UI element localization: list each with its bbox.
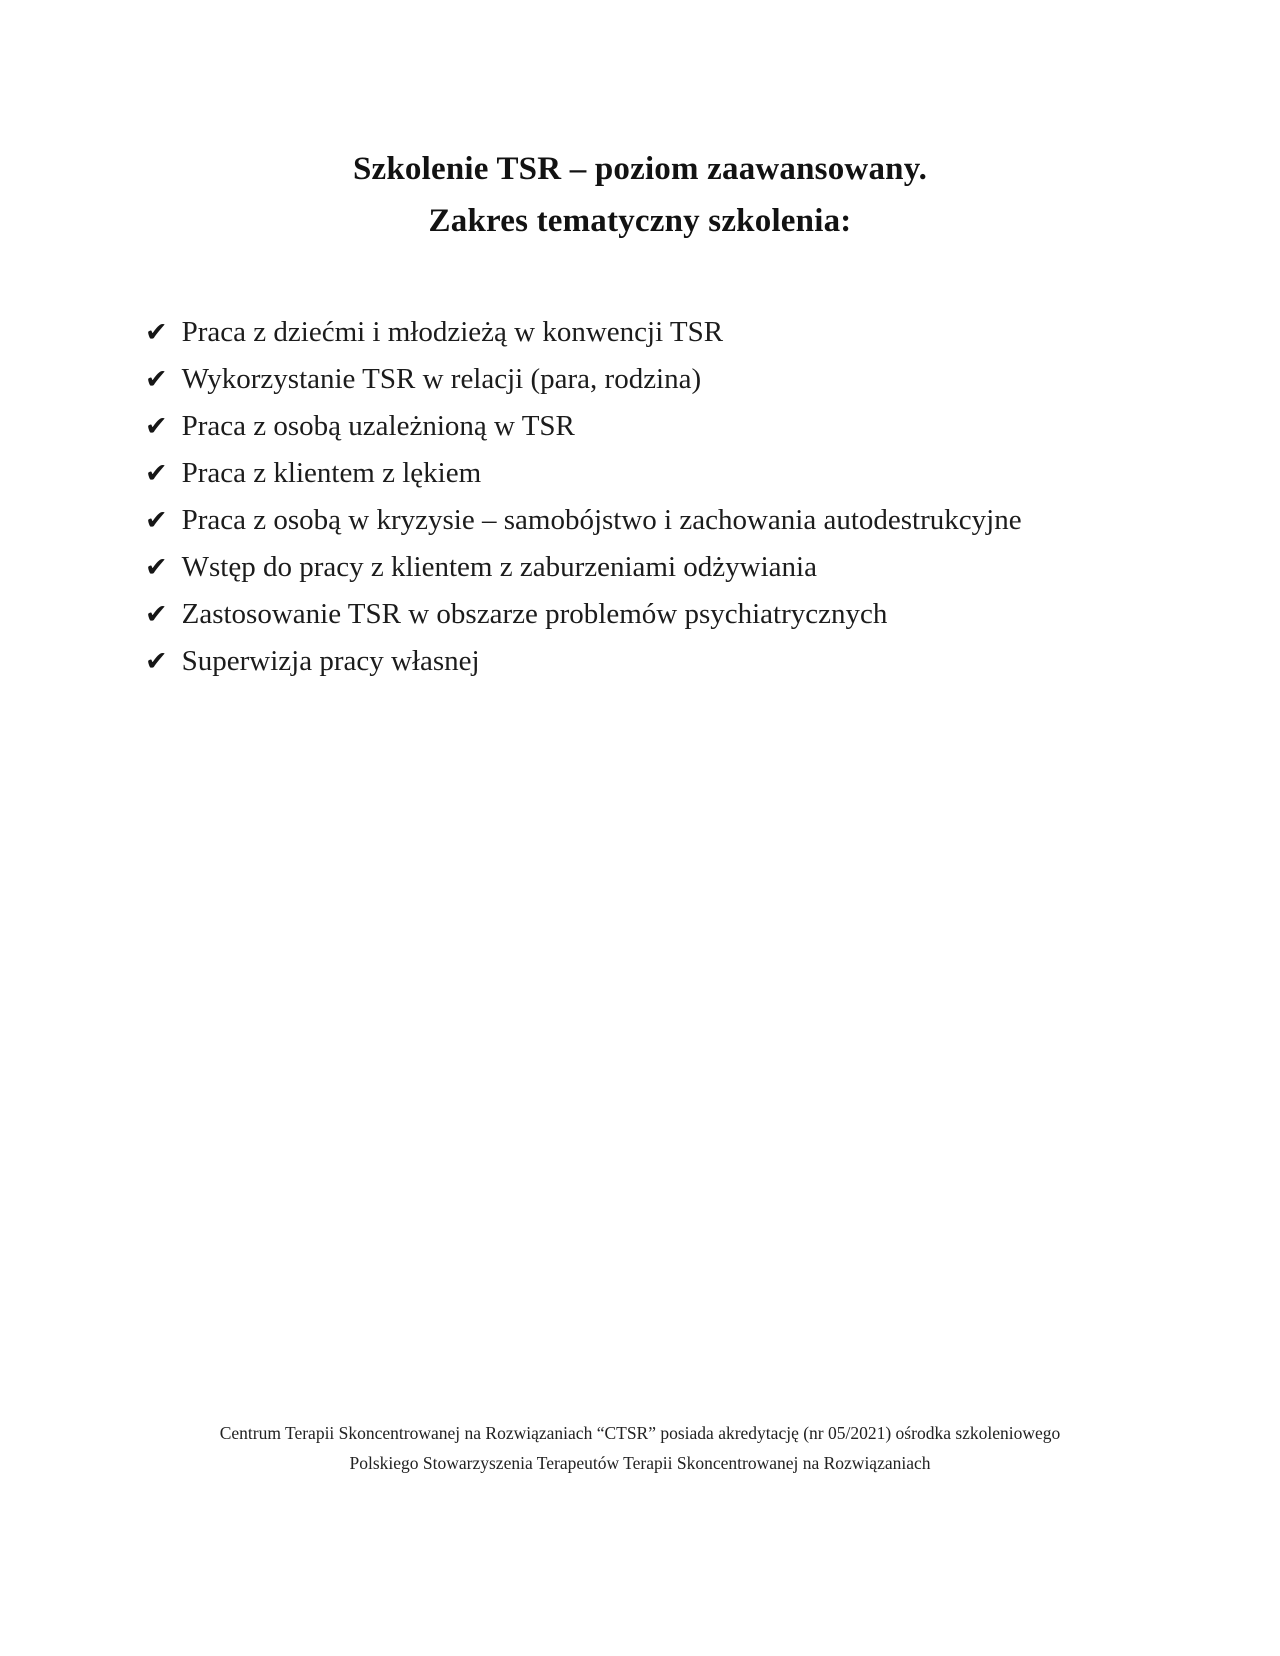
- list-item: [145, 450, 1055, 497]
- list-item-text: Zastosowanie TSR w obszarze problemów psychiatrycznych: [181, 598, 888, 630]
- footer-line1: Centrum Terapii Skoncentrowanej na Rozwiązaniach “CTSR” posiada akredytację (nr 05/2021) ośrodka szkoleniowego: [219, 1423, 1061, 1443]
- footer-line2: Polskiego Stowarzyszenia Terapeutów Terapii Skoncentrowanej na Rozwiązaniach: [349, 1453, 931, 1473]
- page-title-line2: Zakres tematyczny szkolenia:: [428, 203, 852, 239]
- checkmark-icon: ✔: [145, 599, 168, 630]
- checkmark-icon: ✔: [145, 458, 168, 489]
- checkmark-icon: ✔: [145, 505, 168, 536]
- list-item: [145, 497, 1055, 544]
- checkmark-icon: ✔: [145, 646, 168, 677]
- topic-list: [145, 309, 1055, 685]
- list-item-text: Praca z osobą uzależnioną w TSR: [181, 410, 575, 442]
- checkmark-icon: ✔: [145, 411, 168, 442]
- footer-accreditation-note: [0, 1418, 1280, 1478]
- list-item: [145, 356, 1055, 403]
- list-item-text: Wykorzystanie TSR w relacji (para, rodzina): [181, 363, 702, 395]
- checkmark-icon: ✔: [145, 364, 168, 395]
- list-item-text: Praca z klientem z lękiem: [181, 457, 482, 489]
- list-item: [145, 403, 1055, 450]
- list-item-text: Superwizja pracy własnej: [181, 645, 480, 677]
- list-item: [145, 544, 1055, 591]
- list-item-text: Praca z dziećmi i młodzieżą w konwencji TSR: [181, 316, 724, 348]
- checkmark-icon: ✔: [145, 552, 168, 583]
- page-title-line1: Szkolenie TSR – poziom zaawansowany.: [352, 151, 928, 187]
- checkmark-icon: ✔: [145, 317, 168, 348]
- list-item: [145, 638, 1055, 685]
- list-item-text: Wstęp do pracy z klientem z zaburzeniami odżywiania: [181, 551, 817, 583]
- list-item: [145, 309, 1055, 356]
- list-item: [145, 591, 1055, 638]
- page-title: [0, 0, 1280, 247]
- list-item-text: Praca z osobą w kryzysie – samobójstwo i zachowania autodestrukcyjne: [181, 504, 1022, 536]
